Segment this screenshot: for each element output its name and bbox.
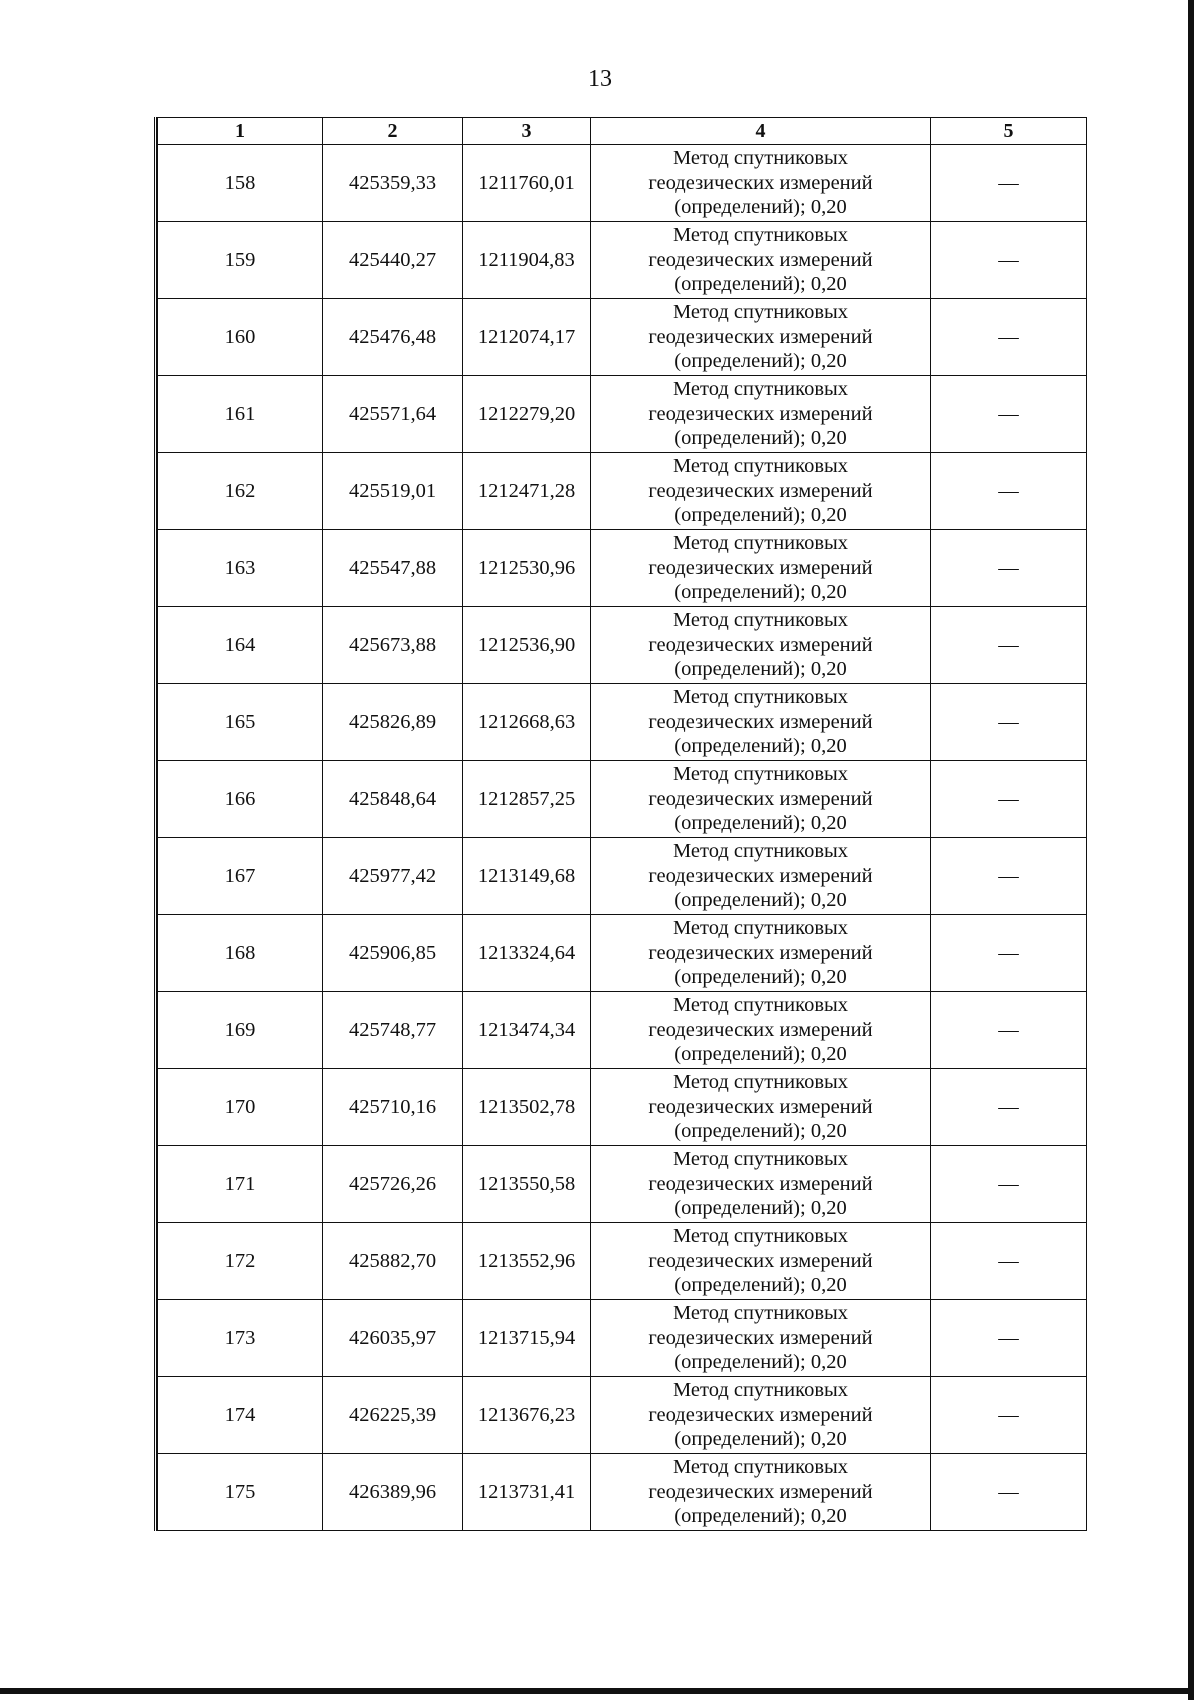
method-line: геодезических измерений [648, 1018, 873, 1041]
method-cell [591, 838, 931, 915]
method-line: Метод спутниковых [672, 917, 849, 940]
method-line: (определений); 0,20 [674, 1274, 847, 1297]
x-coordinate-cell: 425977,42 [323, 838, 463, 915]
point-number-cell: 175 [158, 1454, 323, 1531]
y-coordinate-cell: 1213715,94 [463, 1300, 591, 1377]
method-cell [591, 1377, 931, 1454]
method-line: (определений); 0,20 [674, 504, 847, 527]
point-number-cell: 172 [158, 1223, 323, 1300]
y-coordinate-cell: 1213731,41 [463, 1454, 591, 1531]
method-line: (определений); 0,20 [674, 812, 847, 835]
method-line: геодезических измерений [648, 402, 873, 425]
point-number-cell: 161 [158, 376, 323, 453]
note-cell: — [931, 1146, 1087, 1223]
x-coordinate-cell: 425848,64 [323, 761, 463, 838]
y-coordinate-cell: 1212074,17 [463, 299, 591, 376]
table-header-row [158, 118, 1087, 145]
method-line: (определений); 0,20 [674, 1120, 847, 1143]
x-coordinate-cell: 425906,85 [323, 915, 463, 992]
table-row [158, 222, 1087, 299]
method-line: (определений); 0,20 [674, 196, 847, 219]
method-line: (определений); 0,20 [674, 427, 847, 450]
note-cell: — [931, 299, 1087, 376]
note-cell: — [931, 1069, 1087, 1146]
method-line: (определений); 0,20 [674, 1043, 847, 1066]
table-row [158, 1223, 1087, 1300]
method-line: Метод спутниковых [672, 455, 849, 478]
note-cell: — [931, 992, 1087, 1069]
point-number-cell: 163 [158, 530, 323, 607]
method-line: (определений); 0,20 [674, 1428, 847, 1451]
y-coordinate-cell: 1212536,90 [463, 607, 591, 684]
method-line: геодезических измерений [648, 633, 873, 656]
x-coordinate-cell: 425476,48 [323, 299, 463, 376]
method-line: Метод спутниковых [672, 1148, 849, 1171]
point-number-cell: 160 [158, 299, 323, 376]
method-line: геодезических измерений [648, 1326, 873, 1349]
note-cell: — [931, 145, 1087, 222]
method-line: Метод спутниковых [672, 147, 849, 170]
point-number-cell: 168 [158, 915, 323, 992]
x-coordinate-cell: 425359,33 [323, 145, 463, 222]
method-line: Метод спутниковых [672, 609, 849, 632]
method-line: геодезических измерений [648, 1249, 873, 1272]
x-coordinate-cell: 425710,16 [323, 1069, 463, 1146]
note-cell: — [931, 1300, 1087, 1377]
page-number: 13 [588, 66, 612, 92]
method-line: (определений); 0,20 [674, 1197, 847, 1220]
method-line: (определений); 0,20 [674, 1351, 847, 1374]
method-line: геодезических измерений [648, 864, 873, 887]
column-header-1: 1 [158, 118, 323, 145]
method-line: Метод спутниковых [672, 686, 849, 709]
note-cell: — [931, 915, 1087, 992]
method-cell [591, 453, 931, 530]
method-cell [591, 145, 931, 222]
x-coordinate-cell: 426225,39 [323, 1377, 463, 1454]
note-cell: — [931, 607, 1087, 684]
table-row [158, 992, 1087, 1069]
method-line: геодезических измерений [648, 1172, 873, 1195]
table-row [158, 1454, 1087, 1531]
point-number-cell: 162 [158, 453, 323, 530]
method-line: Метод спутниковых [672, 1456, 849, 1479]
note-cell: — [931, 376, 1087, 453]
y-coordinate-cell: 1213552,96 [463, 1223, 591, 1300]
method-cell [591, 222, 931, 299]
method-line: (определений); 0,20 [674, 1505, 847, 1528]
method-cell [591, 761, 931, 838]
note-cell: — [931, 453, 1087, 530]
x-coordinate-cell: 425519,01 [323, 453, 463, 530]
method-line: Метод спутниковых [672, 1302, 849, 1325]
y-coordinate-cell: 1213149,68 [463, 838, 591, 915]
method-cell [591, 299, 931, 376]
method-line: Метод спутниковых [672, 840, 849, 863]
method-cell [591, 607, 931, 684]
table-row [158, 1300, 1087, 1377]
point-number-cell: 164 [158, 607, 323, 684]
point-number-cell: 171 [158, 1146, 323, 1223]
method-line: геодезических измерений [648, 1480, 873, 1503]
table-row [158, 145, 1087, 222]
x-coordinate-cell: 425571,64 [323, 376, 463, 453]
method-cell [591, 1146, 931, 1223]
note-cell: — [931, 1454, 1087, 1531]
y-coordinate-cell: 1213474,34 [463, 992, 591, 1069]
x-coordinate-cell: 425673,88 [323, 607, 463, 684]
method-cell [591, 992, 931, 1069]
method-line: (определений); 0,20 [674, 350, 847, 373]
table-row [158, 684, 1087, 761]
method-line: (определений); 0,20 [674, 889, 847, 912]
table-row [158, 530, 1087, 607]
column-header-3: 3 [463, 118, 591, 145]
method-line: Метод спутниковых [672, 994, 849, 1017]
note-cell: — [931, 530, 1087, 607]
x-coordinate-cell: 425726,26 [323, 1146, 463, 1223]
table-row [158, 1069, 1087, 1146]
method-cell [591, 684, 931, 761]
column-header-2: 2 [323, 118, 463, 145]
method-line: геодезических измерений [648, 941, 873, 964]
method-line: (определений); 0,20 [674, 273, 847, 296]
point-number-cell: 173 [158, 1300, 323, 1377]
method-line: геодезических измерений [648, 248, 873, 271]
method-line: Метод спутниковых [672, 763, 849, 786]
y-coordinate-cell: 1211760,01 [463, 145, 591, 222]
y-coordinate-cell: 1213676,23 [463, 1377, 591, 1454]
table-row [158, 607, 1087, 684]
point-number-cell: 159 [158, 222, 323, 299]
table-row [158, 1377, 1087, 1454]
y-coordinate-cell: 1212471,28 [463, 453, 591, 530]
x-coordinate-cell: 426389,96 [323, 1454, 463, 1531]
x-coordinate-cell: 425882,70 [323, 1223, 463, 1300]
y-coordinate-cell: 1213502,78 [463, 1069, 591, 1146]
coordinates-table-wrapper [154, 117, 1089, 1531]
table-row [158, 453, 1087, 530]
method-line: геодезических измерений [648, 1403, 873, 1426]
point-number-cell: 165 [158, 684, 323, 761]
y-coordinate-cell: 1212857,25 [463, 761, 591, 838]
note-cell: — [931, 761, 1087, 838]
method-line: (определений); 0,20 [674, 581, 847, 604]
point-number-cell: 167 [158, 838, 323, 915]
method-line: (определений); 0,20 [674, 966, 847, 989]
method-cell [591, 1454, 931, 1531]
table-row [158, 915, 1087, 992]
method-line: геодезических измерений [648, 479, 873, 502]
method-line: Метод спутниковых [672, 1071, 849, 1094]
table-row [158, 1146, 1087, 1223]
method-line: Метод спутниковых [672, 1225, 849, 1248]
column-header-4: 4 [591, 118, 931, 145]
method-line: геодезических измерений [648, 710, 873, 733]
table-row [158, 376, 1087, 453]
point-number-cell: 170 [158, 1069, 323, 1146]
x-coordinate-cell: 425748,77 [323, 992, 463, 1069]
table-row [158, 299, 1087, 376]
method-line: геодезических измерений [648, 556, 873, 579]
table-body [158, 145, 1087, 1531]
page-edge-bottom [0, 1688, 1194, 1694]
note-cell: — [931, 1377, 1087, 1454]
note-cell: — [931, 222, 1087, 299]
method-line: (определений); 0,20 [674, 658, 847, 681]
coordinates-table [157, 117, 1087, 1531]
table-row [158, 761, 1087, 838]
method-line: геодезических измерений [648, 1095, 873, 1118]
method-line: Метод спутниковых [672, 532, 849, 555]
point-number-cell: 166 [158, 761, 323, 838]
note-cell: — [931, 838, 1087, 915]
note-cell: — [931, 1223, 1087, 1300]
method-line: геодезических измерений [648, 787, 873, 810]
table-row [158, 838, 1087, 915]
method-line: (определений); 0,20 [674, 735, 847, 758]
method-cell [591, 1069, 931, 1146]
method-line: геодезических измерений [648, 171, 873, 194]
x-coordinate-cell: 425547,88 [323, 530, 463, 607]
y-coordinate-cell: 1213324,64 [463, 915, 591, 992]
point-number-cell: 174 [158, 1377, 323, 1454]
method-line: геодезических измерений [648, 325, 873, 348]
method-cell [591, 1223, 931, 1300]
point-number-cell: 158 [158, 145, 323, 222]
method-cell [591, 915, 931, 992]
column-header-5: 5 [931, 118, 1087, 145]
method-line: Метод спутниковых [672, 378, 849, 401]
method-line: Метод спутниковых [672, 224, 849, 247]
method-cell [591, 376, 931, 453]
method-cell [591, 530, 931, 607]
y-coordinate-cell: 1212668,63 [463, 684, 591, 761]
method-line: Метод спутниковых [672, 1379, 849, 1402]
y-coordinate-cell: 1213550,58 [463, 1146, 591, 1223]
note-cell: — [931, 684, 1087, 761]
x-coordinate-cell: 426035,97 [323, 1300, 463, 1377]
x-coordinate-cell: 425440,27 [323, 222, 463, 299]
method-cell [591, 1300, 931, 1377]
point-number-cell: 169 [158, 992, 323, 1069]
x-coordinate-cell: 425826,89 [323, 684, 463, 761]
method-line: Метод спутниковых [672, 301, 849, 324]
page-edge-right [1188, 0, 1194, 1700]
y-coordinate-cell: 1211904,83 [463, 222, 591, 299]
y-coordinate-cell: 1212279,20 [463, 376, 591, 453]
y-coordinate-cell: 1212530,96 [463, 530, 591, 607]
